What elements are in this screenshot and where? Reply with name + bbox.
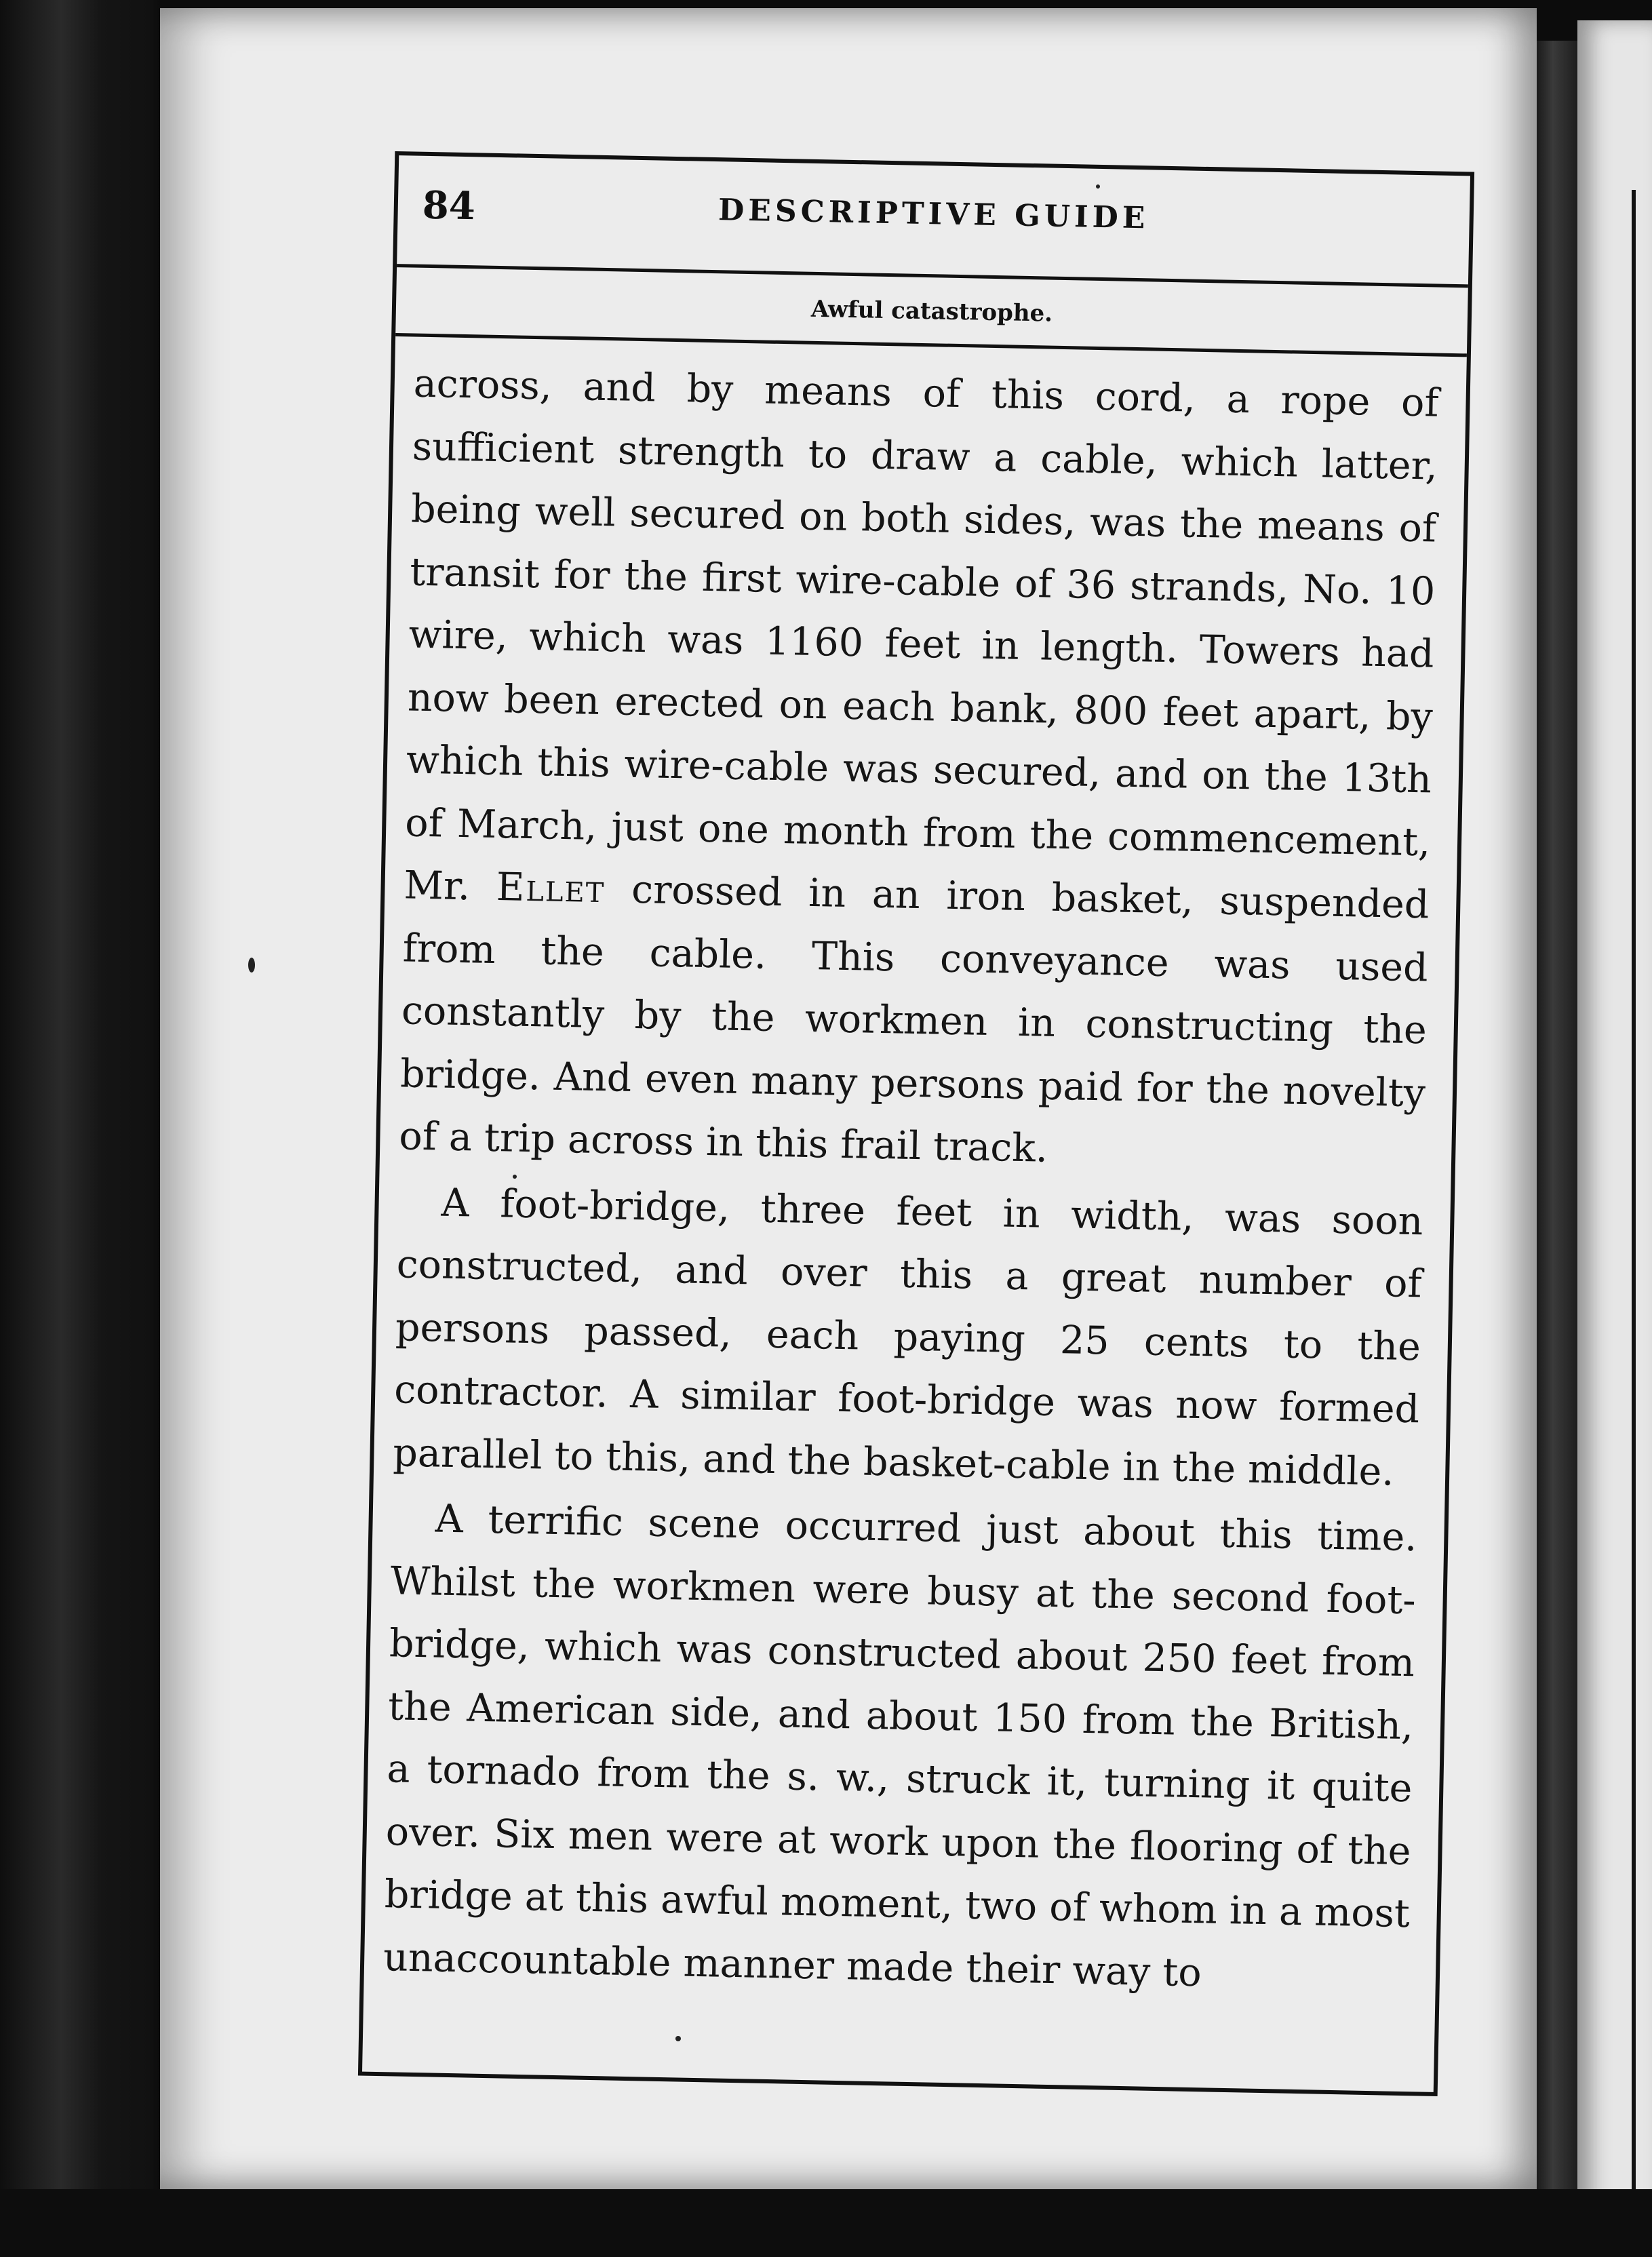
facing-page-border — [1632, 190, 1636, 2191]
paragraph-1-part-a: across, and by means of this cord, a rope of sufficient strength to draw a cable, which latter, being well secured on both sides, was the means of transit for the first wire-cable of 36 strands, No. 10 wire, which was 1160 feet in length. Towers had now been erected on each bank, 800 feet apart, by which this wire-cable was secured, and on the 13th of March, just one month from the commencement, Mr. — [403, 361, 1440, 910]
running-head — [397, 155, 1470, 271]
page-number: 84 — [422, 182, 476, 229]
paragraph-3: A terrific scene occurred just about this time. Whilst the workmen were busy at the second foot-bridge, which was constructed about 250 feet from the American side, and about 150 from the British, a tornado from the s. w., struck it, turning it quite over. Six men were at work upon the flooring of the bridge at this awful moment, two of whom in a most unaccountable manner made their way to — [382, 1496, 1418, 1995]
paragraph-1 — [399, 353, 1440, 1188]
facing-page-edge — [1577, 20, 1652, 2257]
running-title: DESCRIPTIVE GUIDE — [717, 193, 1149, 236]
headline-rule — [395, 333, 1467, 357]
text-block-frame — [358, 151, 1474, 2096]
section-headline: Awful catastrophe. — [810, 295, 1053, 328]
paragraph-2: A foot-bridge, three feet in width, was soon constructed, and over this a great number of persons passed, each paying 25 cents to the contractor. A similar foot-bridge was now formed parallel to this, and the basket-cable in the middle. — [392, 1180, 1424, 1495]
body-text — [382, 353, 1439, 2011]
paragraph-1-part-b: crossed in an iron basket, suspended from the cable. This conveyance was used constantly by the workmen in constructing the bridge. And even many persons paid for the novelty of a trip across in this frail track. — [398, 867, 1430, 1171]
scan-bottom-border — [0, 2189, 1652, 2257]
page-gutter-shadow — [1537, 41, 1577, 2197]
name-ellet: Ellet — [496, 865, 606, 912]
